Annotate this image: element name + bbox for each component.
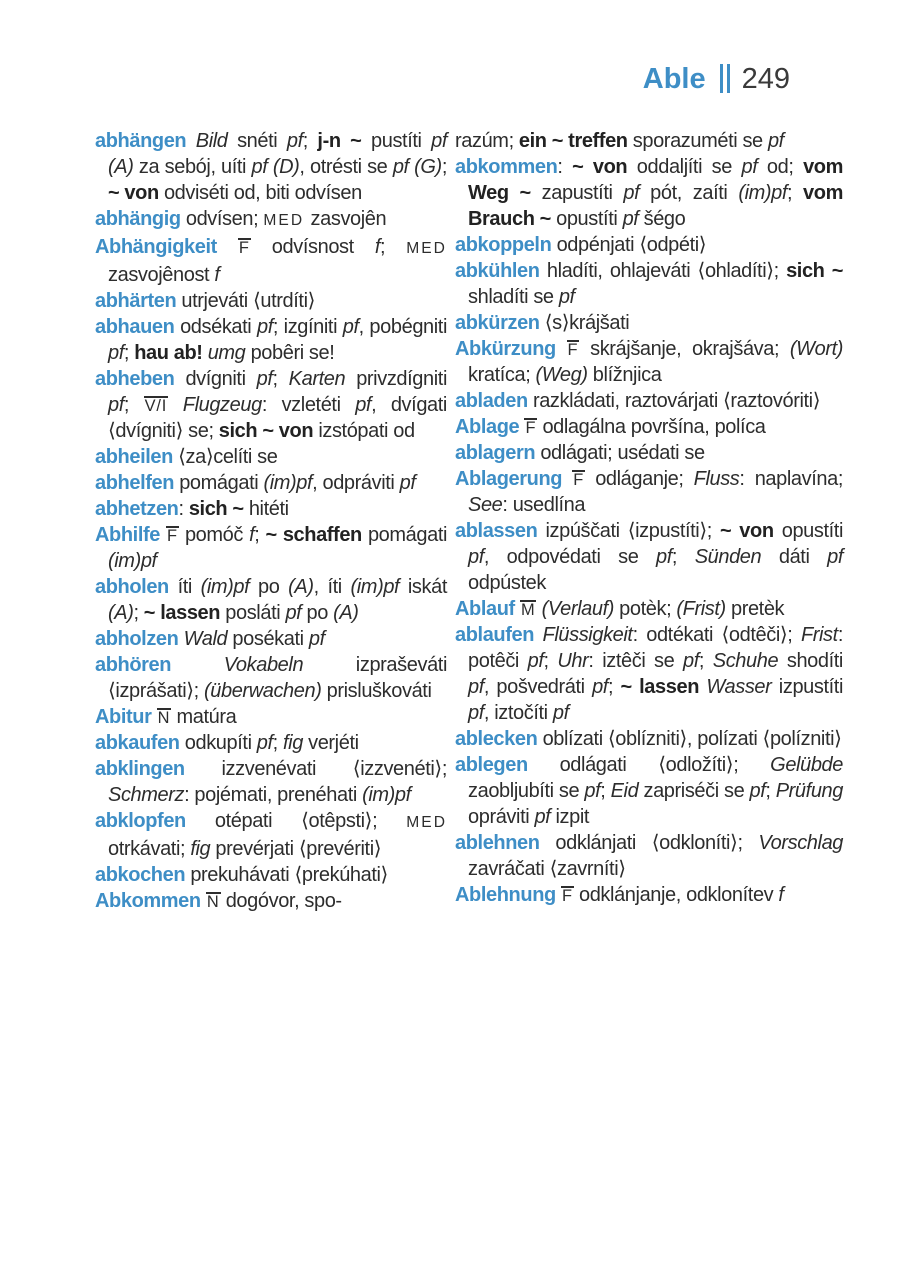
text-segment: po [258,576,289,598]
text-segment: odvísnost [250,236,375,258]
dictionary-entry [95,626,447,652]
italic-label: umg [207,342,251,364]
italic-label: Flüssigkeit [542,624,633,646]
text-segment: posékati [232,628,309,650]
dictionary-entry [455,466,843,518]
bold-phrase: ~ von [572,156,637,178]
smallcaps-label: MED [406,814,447,831]
italic-label: Prüfung [775,780,843,802]
text-segment: , iztočíti [483,702,553,724]
gender-marker: N [206,893,220,911]
text-segment [168,394,183,416]
italic-label: (D) [272,156,300,178]
italic-label: pf [285,602,307,624]
italic-label: pf [468,676,484,698]
italic-label: pf [827,546,843,568]
page-number: 249 [741,63,790,95]
italic-label: pf [355,394,372,416]
headword: Ablagerung [455,468,573,490]
text-segment: odklánjati ⟨odkloníti⟩; [555,832,759,854]
headword: ablehnen [455,832,556,854]
text-segment: odlágati ⟨odložíti⟩; [559,754,771,776]
text-segment: : odtékati ⟨odtêči⟩; [632,624,801,646]
italic-label: pf [749,780,766,802]
italic-label: pf [592,676,608,698]
text-segment: ; [600,780,611,802]
italic-label: pf [256,368,273,390]
headword: abheilen [95,446,179,468]
italic-label: (A) [108,156,139,178]
bold-phrase: j-n ~ [317,130,371,152]
italic-label: pf [468,546,484,568]
headword: ablecken [455,728,543,750]
headword: abklopfen [95,810,215,832]
dictionary-entry [95,522,447,574]
column-right [455,128,843,908]
smallcaps-label: MED [406,240,447,257]
text-segment: ; [302,130,318,152]
text-segment: ; [787,182,804,204]
dictionary-entry [455,726,843,752]
text-segment: dogóvor, spo- [220,890,342,912]
text-segment: zasvojênost [108,264,215,286]
italic-label: fig [190,838,216,860]
text-segment: , pobégniti [358,316,448,338]
italic-label: Schmerz [108,784,185,806]
guide-word: Able [642,63,706,95]
text-segment: po [306,602,334,624]
text-segment: izpustíti [778,676,843,698]
dictionary-entry [95,496,447,522]
italic-label: (im)pf [108,550,157,572]
headword: Ablauf [455,598,520,620]
italic-label: Karten [288,368,357,390]
headword: ablagern [455,442,541,464]
bold-phrase: ~ von [719,520,782,542]
entry-continuation [455,128,843,154]
page-header [0,62,790,96]
text-segment: odpústek [468,572,546,594]
text-segment: : pojémati, prenéhati [184,784,363,806]
text-segment: , dvígati ⟨dvígniti⟩ se; [108,394,447,442]
headword: Abkürzung [455,338,567,360]
headword: abkochen [95,864,191,886]
text-segment: hitéti [248,498,289,520]
text-segment: : [178,498,189,520]
text-segment: dvígniti [185,368,257,390]
text-segment: oblízati ⟨oblízniti⟩, polízati ⟨polízniti⟩ [542,728,842,750]
text-segment: ; [607,676,621,698]
italic-label: (A) [333,602,359,624]
italic-label: Schuhe [712,650,787,672]
text-segment: izzvenévati ⟨izzvenéti⟩; [221,758,447,780]
italic-label: pf [308,628,325,650]
text-segment: utrjeváti ⟨utrdíti⟩ [181,290,316,312]
dictionary-entry [95,444,447,470]
text-segment: pomágati [179,472,264,494]
text-segment: ; [698,650,713,672]
text-segment: otépati ⟨otêpsti⟩; [214,810,407,832]
text-segment: za sebój, uíti [138,156,252,178]
text-segment: zasvojên [310,208,387,230]
italic-label: pf [256,732,273,754]
bold-phrase: vom Weg ~ [468,156,843,204]
text-segment: prekuhávati ⟨prekúhati⟩ [190,864,388,886]
dictionary-entry [95,888,447,914]
gender-marker: F [567,341,579,359]
text-segment: prevérjati ⟨prevériti⟩ [215,838,382,860]
text-segment: blížnjica [592,364,662,386]
text-segment: zavráčati ⟨zavrníti⟩ [468,858,626,880]
text-segment: pustíti [371,130,432,152]
italic-label: pf [656,546,672,568]
dictionary-entry [95,730,447,756]
italic-label: Uhr [557,650,589,672]
italic-label: Eid [610,780,644,802]
italic-label: (im)pf [200,576,258,598]
text-segment: potèk; [619,598,677,620]
text-segment: shladíti se [468,286,559,308]
text-segment: otrkávati; [108,838,191,860]
bold-phrase: ~ lassen [620,676,707,698]
text-segment: ; [380,236,407,258]
italic-label: fig [283,732,309,754]
gender-marker: F [561,887,573,905]
text-segment: dáti [778,546,828,568]
headword: abhören [95,654,224,676]
dictionary-entry [455,882,843,908]
italic-label: (Weg) [535,364,593,386]
text-segment: ; [133,602,144,624]
dictionary-entry [95,652,447,704]
italic-label: pf [251,156,273,178]
text-segment: izpraševáti ⟨izprášati⟩; [108,654,447,702]
gender-marker: F [238,239,250,257]
text-segment: opráviti [468,806,535,828]
bold-phrase: ~ lassen [143,602,226,624]
text-segment: ; [123,342,135,364]
text-segment: : [557,156,573,178]
text-segment: pomágati [367,524,448,546]
italic-label: (G) [414,156,442,178]
text-segment: ; izgíniti [272,316,343,338]
dictionary-entry [455,310,843,336]
text-segment: : naplavína; [739,468,843,490]
gender-marker: F [167,527,178,545]
headword: abhelfen [95,472,180,494]
dictionary-entry [455,830,843,882]
text-segment: verjéti [308,732,359,754]
headword: abhängig [95,208,186,230]
headword: Abitur [95,706,157,728]
text-segment: odláganje; [585,468,694,490]
text-segment: odlagálna površína, políca [537,416,766,438]
bold-phrase: sich ~ [786,260,844,282]
text-segment: opustíti [556,208,623,230]
gender-marker: V/I [144,397,168,415]
italic-label: Vokabeln [223,654,356,676]
text-segment: , odpráviti [312,472,400,494]
text-segment: pretèk [730,598,785,620]
dictionary-entry [95,574,447,626]
headword: abheben [95,368,186,390]
dictionary-entry [455,414,843,440]
italic-label: (im)pf [350,576,408,598]
dictionary-entry [95,470,447,496]
text-segment: odsékati [180,316,257,338]
italic-label: pf [286,130,303,152]
text-segment: šégo [643,208,686,230]
italic-label: (überwachen) [204,680,327,702]
italic-label: pf [534,806,556,828]
headword: abhärten [95,290,182,312]
text-segment: izstópati od [318,420,415,442]
text-segment: kratíca; [468,364,536,386]
text-segment: ; [441,156,447,178]
bold-phrase: vom Brauch ~ [468,182,843,230]
text-segment: prisluškováti [326,680,432,702]
headword: Abhängigkeit [95,236,238,258]
italic-label: pf [623,182,651,204]
italic-label: pf [399,472,416,494]
italic-label: (A) [108,602,134,624]
text-segment: , íti [313,576,351,598]
text-segment: privzdígniti [356,368,447,390]
text-segment: oddaljíti se [636,156,742,178]
bold-phrase: hau ab! [134,342,208,364]
text-segment: odkupíti [184,732,257,754]
text-segment: ; [272,732,283,754]
headword: abhängen [95,130,196,152]
dictionary-entry [455,596,843,622]
headword: abkommen [455,156,558,178]
italic-label: f [249,524,255,546]
gender-marker: M [520,601,536,619]
text-segment: izpit [555,806,590,828]
text-segment: ; [765,780,776,802]
italic-label: pf [468,702,484,724]
italic-label: Wasser [706,676,779,698]
italic-label: Fluss [693,468,740,490]
text-segment: shodíti [786,650,843,672]
headword: ablegen [455,754,560,776]
dictionary-entry [95,366,447,444]
headword: abkoppeln [455,234,557,256]
headword: ablassen [455,520,546,542]
text-segment: odvísen; [185,208,264,230]
italic-label: pf [392,156,415,178]
italic-label: pf [552,702,569,724]
headword: abhetzen [95,498,179,520]
headword: Ablehnung [455,884,561,906]
italic-label: Flugzeug [182,394,262,416]
italic-label: pf [256,316,273,338]
text-segment: ; [254,524,266,546]
text-segment: posláti [225,602,286,624]
dictionary-entry [455,518,843,596]
text-segment: hladíti, ohlajeváti ⟨ohladíti⟩; [546,260,787,282]
bold-phrase: ~ schaffen [265,524,368,546]
italic-label: pf [431,130,447,152]
headword: ablaufen [455,624,543,646]
text-segment: pót, zaíti [650,182,739,204]
headword: Abhilfe [95,524,167,546]
dictionary-entry [95,234,447,288]
italic-label: Sünden [694,546,779,568]
dictionary-entry [455,388,843,414]
italic-label: pf [683,650,699,672]
dictionary-columns [95,128,843,914]
text-segment: pomóč [178,524,250,546]
italic-label: (im)pf [738,182,788,204]
text-segment: : potêči [468,624,843,672]
italic-label: pf [527,650,544,672]
dictionary-entry [95,206,447,234]
text-segment: ; [123,394,144,416]
smallcaps-label: MED [263,212,311,229]
text-segment: ; [671,546,695,568]
headword: abklingen [95,758,222,780]
dictionary-entry [455,440,843,466]
headword: Ablage [455,416,525,438]
headword: abholzen [95,628,184,650]
italic-label: Vorschlag [758,832,844,854]
gender-marker: F [525,419,537,437]
text-segment: : vzletéti [261,394,356,416]
text-segment: iskát [407,576,448,598]
text-segment: ; [272,368,289,390]
dictionary-entry [455,232,843,258]
headword: abholen [95,576,178,598]
italic-label: (A) [288,576,314,598]
bold-phrase: ein ~ treffen [518,130,633,152]
italic-label: pf [767,130,784,152]
headword: abkühlen [455,260,547,282]
text-segment: zapustíti [541,182,624,204]
text-segment: izpúščati ⟨izpustíti⟩; [545,520,720,542]
italic-label: pf [108,394,124,416]
bold-phrase: ~ von [108,182,164,204]
text-segment: sporazuméti se [632,130,768,152]
headword: abladen [455,390,533,412]
italic-label: pf [108,342,124,364]
gender-marker: N [157,709,171,727]
text-segment: ⟨s⟩krájšati [544,312,630,334]
text-segment: íti [177,576,201,598]
italic-label: Frist [800,624,838,646]
italic-label: pf [558,286,575,308]
dictionary-entry [455,752,843,830]
bold-phrase: sich ~ [188,498,249,520]
italic-label: pf [741,156,767,178]
text-segment: od; [766,156,804,178]
text-segment: pobêri se! [250,342,335,364]
italic-label: (Verlauf) [541,598,620,620]
dictionary-entry [455,336,843,388]
italic-label: pf [584,780,601,802]
text-segment: , pošvedráti [483,676,593,698]
italic-label: Wald [183,628,233,650]
gender-marker: F [573,471,585,489]
headword: abhauen [95,316,181,338]
text-segment: odklánjanje, odklonítev [573,884,779,906]
italic-label: f [214,264,220,286]
dictionary-entry [95,756,447,808]
italic-label: f [374,236,381,258]
text-segment: : usedlína [502,494,586,516]
text-segment: opustíti [781,520,844,542]
text-segment: razkládati, raztovárjati ⟨raztovóriti⟩ [532,390,821,412]
italic-label: See [468,494,503,516]
text-segment: matúra [171,706,237,728]
double-bar-icon [720,64,730,93]
dictionary-entry [95,808,447,862]
text-segment: odpénjati ⟨odpéti⟩ [556,234,707,256]
text-segment: odviséti od, biti odvísen [163,182,362,204]
italic-label: pf [342,316,359,338]
dictionary-entry [455,622,843,726]
text-segment: : iztêči se [588,650,684,672]
italic-label: (im)pf [263,472,313,494]
text-segment: razúm; [455,130,519,152]
text-segment: snéti [237,130,287,152]
text-segment: zaobljubíti se [468,780,585,802]
column-left [95,128,447,914]
dictionary-entry [95,862,447,888]
text-segment: ⟨za⟩celíti se [178,446,278,468]
text-segment: , otrésti se [299,156,393,178]
text-segment: ; [543,650,558,672]
headword: abkürzen [455,312,545,334]
italic-label: (im)pf [362,784,411,806]
headword: Abkommen [95,890,206,912]
text-segment: skrájšanje, okrajšáva; [579,338,790,360]
dictionary-entry [95,314,447,366]
italic-label: Gelübde [770,754,843,776]
italic-label: Bild [195,130,238,152]
italic-label: (Frist) [676,598,731,620]
text-segment: odlágati; usédati se [540,442,705,464]
dictionary-entry [455,154,843,232]
dictionary-entry [95,288,447,314]
dictionary-entry [95,128,447,206]
dictionary-entry [455,258,843,310]
italic-label: (Wort) [789,338,843,360]
italic-label: pf [622,208,644,230]
bold-phrase: sich ~ von [218,420,319,442]
headword: abkaufen [95,732,185,754]
text-segment: , odpovédati se [483,546,657,568]
italic-label: f [778,884,784,906]
text-segment: zapriséči se [643,780,750,802]
dictionary-entry [95,704,447,730]
